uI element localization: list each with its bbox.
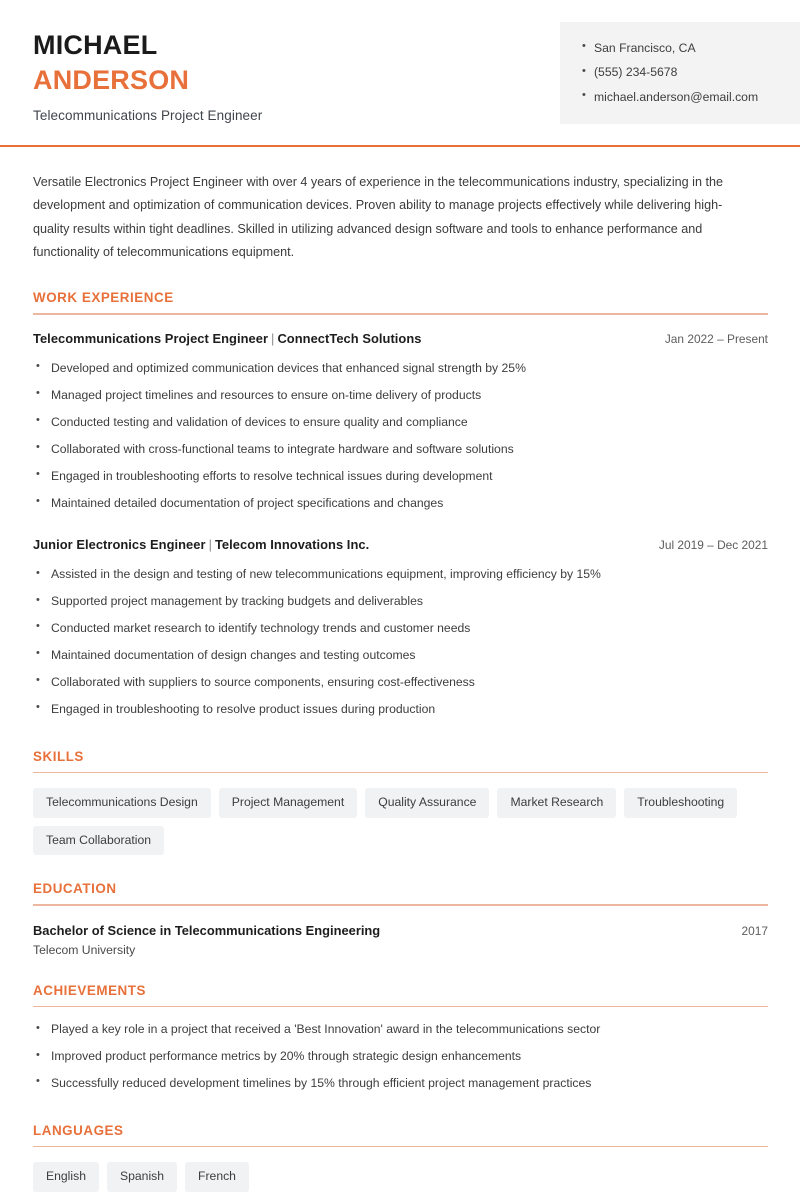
bullet-item: • Conducted testing and validation of devices to ensure quality and compliance bbox=[33, 409, 768, 436]
header-identity bbox=[0, 22, 262, 123]
bullet-item: • Engaged in troubleshooting to resolve product issues during production bbox=[33, 696, 768, 723]
experience-role: Telecommunications Project Engineer bbox=[33, 330, 269, 346]
resume-header bbox=[0, 0, 800, 124]
experience-entry bbox=[33, 537, 768, 722]
job-title: Telecommunications Project Engineer bbox=[33, 108, 263, 124]
language-pill: English bbox=[33, 1162, 99, 1191]
skills-list bbox=[33, 788, 768, 855]
contact-email[interactable]: • michael.anderson@email.com bbox=[582, 85, 790, 110]
section-divider bbox=[33, 1006, 768, 1008]
contact-list bbox=[560, 36, 800, 110]
contact-location: • San Francisco, CA bbox=[582, 36, 790, 61]
experience-bullets bbox=[33, 561, 768, 722]
section-divider bbox=[33, 772, 768, 774]
title-separator: | bbox=[208, 537, 212, 553]
skill-pill: Market Research bbox=[497, 788, 616, 817]
skill-pill: Project Management bbox=[219, 788, 357, 817]
experience-company: ConnectTech Solutions bbox=[277, 330, 422, 346]
first-name: MICHAEL bbox=[33, 30, 158, 60]
title-separator: | bbox=[271, 330, 275, 346]
bullet-item: • Developed and optimized communication devices that enhanced signal strength by 25% bbox=[33, 355, 768, 382]
experience-title-line bbox=[33, 537, 369, 552]
last-name: ANDERSON bbox=[33, 64, 190, 95]
section-skills bbox=[33, 749, 768, 855]
section-divider bbox=[33, 904, 768, 906]
resume-body bbox=[0, 171, 800, 1192]
section-title-skills: SKILLS bbox=[33, 748, 84, 764]
bullet-item: • Played a key role in a project that received a 'Best Innovation' award in the telecommunications sector bbox=[33, 1016, 768, 1043]
bullet-item: • Supported project management by tracking budgets and deliverables bbox=[33, 588, 768, 615]
experience-entry-header bbox=[33, 331, 768, 346]
contact-info-box bbox=[560, 22, 800, 124]
bullet-item: • Assisted in the design and testing of new telecommunications equipment, improving efficiency by 15% bbox=[33, 561, 768, 588]
experience-date: Jul 2019 – Dec 2021 bbox=[658, 538, 768, 553]
bullet-item: • Successfully reduced development timelines by 15% through efficient project management practices bbox=[33, 1070, 768, 1097]
skill-pill: Quality Assurance bbox=[365, 788, 489, 817]
experience-role: Junior Electronics Engineer bbox=[33, 537, 206, 553]
experience-title-line bbox=[33, 331, 422, 346]
section-achievements bbox=[33, 983, 768, 1097]
bullet-item: • Managed project timelines and resources to ensure on-time delivery of products bbox=[33, 382, 768, 409]
section-languages bbox=[33, 1123, 768, 1192]
language-pill: French bbox=[185, 1162, 249, 1191]
education-entry-header bbox=[33, 923, 768, 938]
experience-entry-header bbox=[33, 537, 768, 552]
experience-company: Telecom Innovations Inc. bbox=[214, 537, 370, 553]
language-pill: Spanish bbox=[107, 1162, 177, 1191]
education-school: Telecom University bbox=[33, 942, 136, 957]
bullet-item: • Improved product performance metrics by 20% through strategic design enhancements bbox=[33, 1043, 768, 1070]
languages-list bbox=[33, 1162, 768, 1191]
professional-summary: Versatile Electronics Project Engineer with over 4 years of experience in the telecommunications industry, specializing in the development and optimization of communication devices. Proven ability to manage projects effectively while delivering high-quality results within tight deadlines. Skilled in utilizing advanced design software and tools to enhance performance and functionality of telecommunications equipment. bbox=[33, 175, 723, 259]
bullet-item: • Collaborated with cross-functional teams to integrate hardware and software solutions bbox=[33, 436, 768, 463]
skill-pill: Troubleshooting bbox=[624, 788, 737, 817]
contact-phone[interactable]: • (555) 234-5678 bbox=[582, 61, 790, 86]
section-title-achievements: ACHIEVEMENTS bbox=[33, 982, 146, 998]
bullet-item: • Collaborated with suppliers to source components, ensuring cost-effectiveness bbox=[33, 669, 768, 696]
experience-bullets bbox=[33, 355, 768, 516]
bullet-item: • Maintained detailed documentation of project specifications and changes bbox=[33, 489, 768, 516]
bullet-item: • Engaged in troubleshooting efforts to resolve technical issues during development bbox=[33, 462, 768, 489]
skill-pill: Telecommunications Design bbox=[33, 788, 211, 817]
education-degree: Bachelor of Science in Telecommunications Engineering bbox=[33, 922, 381, 938]
experience-date: Jan 2022 – Present bbox=[664, 331, 768, 346]
section-education bbox=[33, 881, 768, 957]
bullet-item: • Conducted market research to identify technology trends and customer needs bbox=[33, 615, 768, 642]
section-title-languages: LANGUAGES bbox=[33, 1122, 124, 1138]
section-divider bbox=[33, 313, 768, 315]
header-divider bbox=[0, 145, 800, 147]
experience-entry bbox=[33, 331, 768, 516]
section-work-experience bbox=[33, 290, 768, 722]
section-divider bbox=[33, 1146, 768, 1148]
bullet-item: • Maintained documentation of design changes and testing outcomes bbox=[33, 642, 768, 669]
section-title-education: EDUCATION bbox=[33, 880, 117, 896]
achievements-list bbox=[33, 1016, 768, 1097]
section-title-work-experience: WORK EXPERIENCE bbox=[33, 290, 174, 306]
skill-pill: Team Collaboration bbox=[33, 826, 164, 855]
education-year: 2017 bbox=[741, 923, 768, 938]
